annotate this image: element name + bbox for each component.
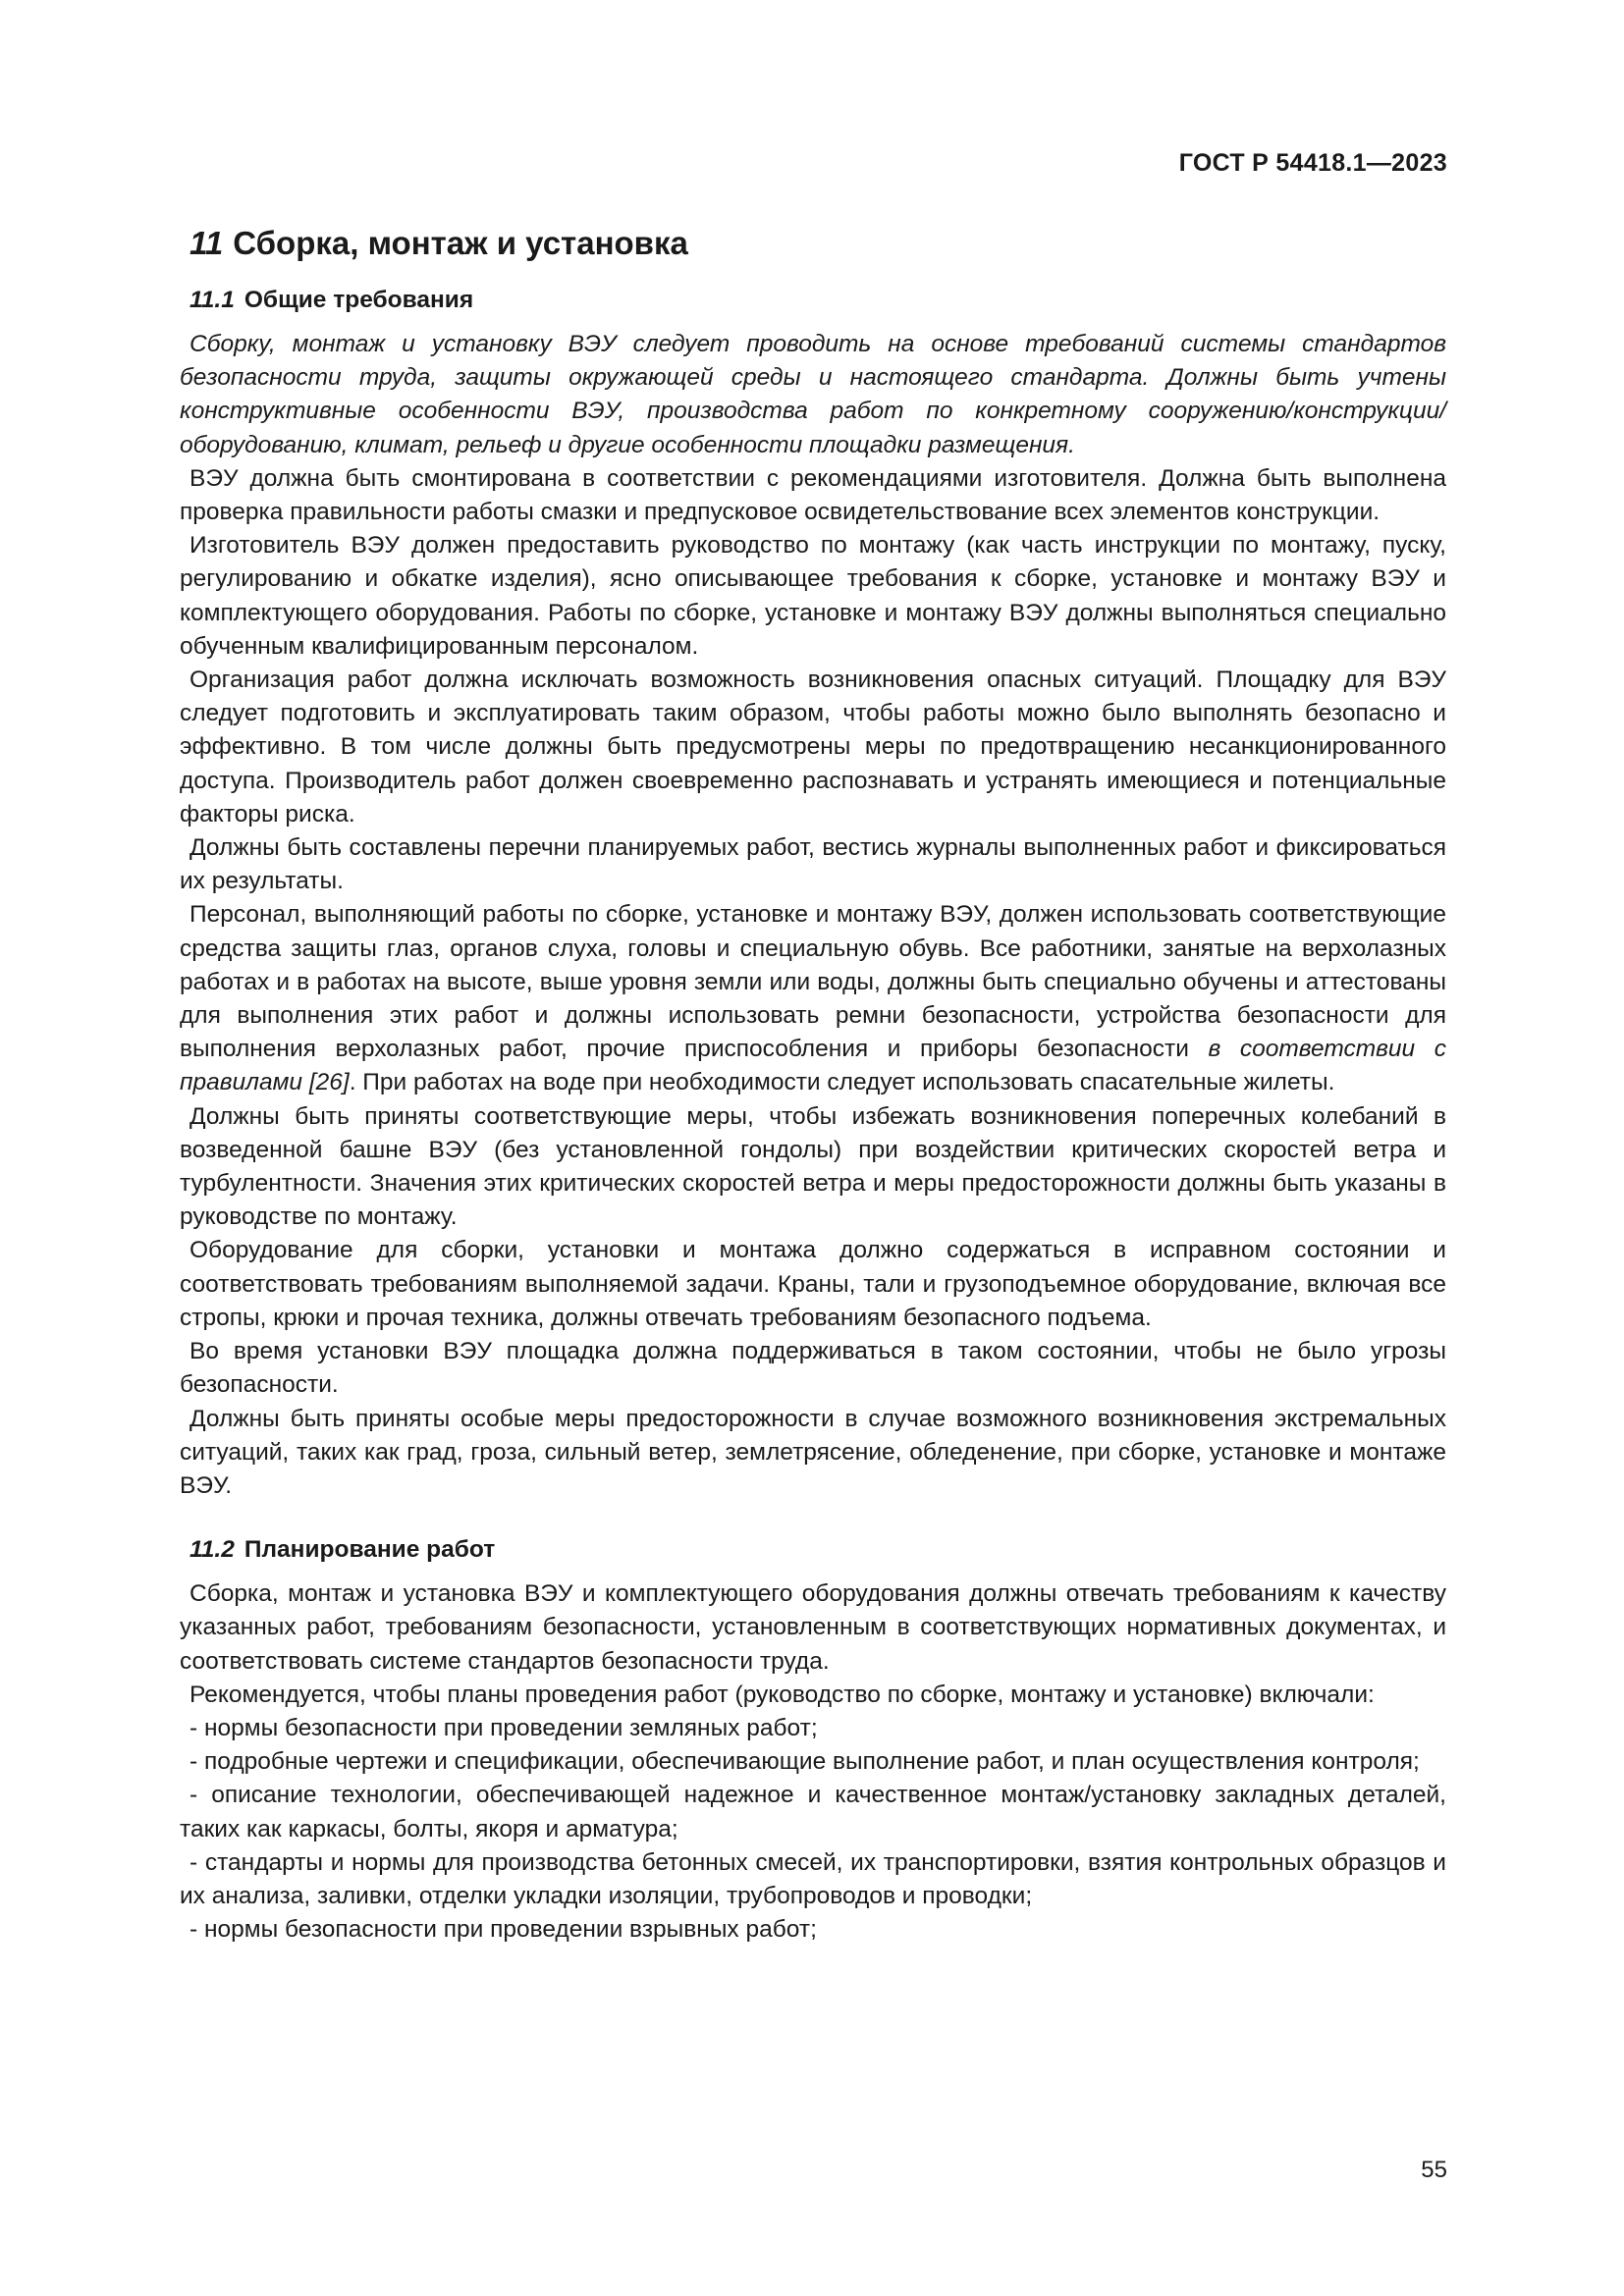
page-number: 55 [1421,2157,1447,2183]
paragraph: Сборка, монтаж и установка ВЭУ и комплектующего оборудования должны отвечать требованиям к качеству указанных работ, требованиям безопасности, установленным в соответствующих нормативных документах, и соответствовать системе стандартов безопасности труда. [180,1580,1446,1675]
subsection-title: Общие требования [244,287,474,313]
list-item: - нормы безопасности при проведении земляных работ; [189,1714,818,1741]
section-number: 11 [189,225,224,261]
paragraph: Организация работ должна исключать возможность возникновения опасных ситуаций. Площадку для ВЭУ следует подготовить и эксплуатировать таким образом, чтобы работы можно было выполнять безопасно и эффективно. В том числе должны быть предусмотрены меры по предотвращению несанкционированного доступа. Производитель работ должен своевременно распознавать и устранять имеющиеся и потенциальные факторы риска. [180,667,1446,828]
reference-rules-26: в соответствии с правилами [26] [180,1036,1446,1096]
paragraph-with-reference [180,898,1446,1099]
list-item: - описание технологии, обеспечивающей надежное и качественное монтаж/установку закладных деталей, таких как каркасы, болты, якоря и арматура; [180,1782,1446,1842]
subsection-title: Планирование работ [244,1536,496,1564]
paragraph: Изготовитель ВЭУ должен предоставить руководство по монтажу (как часть инструкции по монтажу, пуску, регулированию и обкатке изделия), ясно описывающее требования к сборке, установке и монтажу ВЭУ и комплектующего оборудования. Работы по сборке, установке и монтажу ВЭУ должны выполняться специально обученным квалифицированным персоналом. [180,532,1446,660]
list-item: - подробные чертежи и спецификации, обеспечивающие выполнение работ, и план осуществления контроля; [189,1748,1420,1776]
paragraph: Во время установки ВЭУ площадка должна поддерживаться в таком состоянии, чтобы не было угрозы безопасности. [180,1338,1446,1399]
paragraph: Сборку, монтаж и установку ВЭУ следует проводить на основе требований системы стандартов безопасности труда, защиты окружающей среды и настоящего стандарта. Должны быть учтены конструктивные особенности ВЭУ, производства работ по конкретному сооружению/конструкции/оборудованию, климат, рельеф и другие особенности площадки размещения. [180,331,1446,458]
paragraph: ВЭУ должна быть смонтирована в соответствии с рекомендациями изготовителя. Должна быть выполнена проверка правильности работы смазки и предпусковое освидетельствование всех элементов конструкции. [180,464,1446,526]
paragraph: Должны быть приняты соответствующие меры, чтобы избежать возникновения поперечных колебаний в возведенной башне ВЭУ (без установленной гондолы) при воздействии критических скоростей ветра и турбулентности. Значения этих критических скоростей ветра и меры предосторожности должны быть указаны в руководстве по монтажу. [180,1102,1446,1231]
paragraph-text: . При работах на воде при необходимости следует использовать спасательные жилеты. [349,1069,1335,1096]
section-title: Сборка, монтаж и установка [233,225,688,261]
paragraph-text: Персонал, выполняющий работы по сборке, установке и монтажу ВЭУ, должен использовать соответствующие средства защиты глаз, органов слуха, головы и специальную обувь. Все работники, занятые на верхолазных работах и в работах на высоте, выше уровня земли или воды, должны быть специально обучены и аттестованы для выполнения этих работ и должны использовать ремни безопасности, устройства безопасности для выполнения верхолазных работ, прочие приспособления и приборы безопасности [180,901,1446,1063]
list-item: - стандарты и нормы для производства бетонных смесей, их транспортировки, взятия контрольных образцов и их анализа, заливки, отделки укладки изоляции, трубопроводов и проводки; [180,1848,1446,1909]
list-item: - нормы безопасности при проведении взрывных работ; [189,1916,817,1944]
page-content [180,222,1446,1947]
subsection-number: 11.1 [189,287,235,313]
section-heading [180,222,1446,265]
paragraph: Должны быть составлены перечни планируемых работ, вестись журналы выполненных работ и фиксироваться их результаты. [180,834,1446,895]
document-code: ГОСТ Р 54418.1—2023 [1178,149,1447,177]
paragraph: Должны быть приняты особые меры предосторожности в случае возможного возникновения экстремальных ситуаций, таких как град, гроза, сильный ветер, землетрясение, обледенение, при сборке, установке и монтаже ВЭУ. [180,1405,1446,1499]
section-spacer [180,1503,1446,1532]
paragraph: Рекомендуется, чтобы планы проведения работ (руководство по сборке, монтажу и установке) включали: [189,1681,1375,1708]
paragraph: Оборудование для сборки, установки и монтажа должно содержаться в исправном состоянии и соответствовать требованиям выполняемой задачи. Краны, тали и грузоподъемное оборудование, включая все стропы, крюки и прочая техника, должны отвечать требованиям безопасного подъема. [180,1237,1446,1331]
subsection-heading-11-2 [180,1532,1446,1568]
subsection-number: 11.2 [189,1536,235,1564]
subsection-heading-11-1 [180,283,1446,318]
